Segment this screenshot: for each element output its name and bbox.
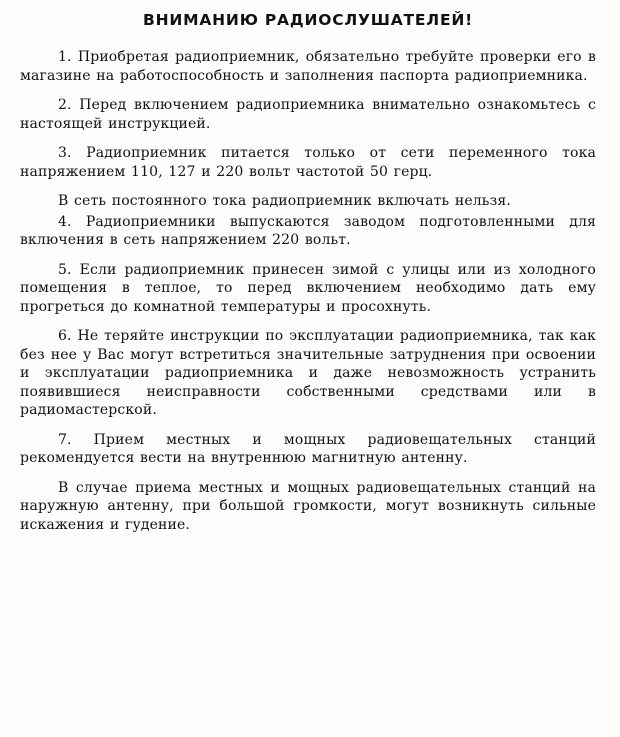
paragraph-external-antenna-warning: В случае приема местных и мощных радиовещательных станций на наружную антенну, при большой громкости, могут возникнуть сильные искажения и гудение.: [20, 479, 596, 533]
paragraph-5-warm-up: 5. Если радиоприемник принесен зимой с улицы или из холодного помещения в теплое, то перед включением необходимо дать ему прогреться до комнатной температуры и просохнуть.: [20, 261, 596, 315]
paragraph-2-read-instructions: 2. Перед включением радиоприемника внимательно ознакомьтесь с настоящей инструкцией.: [20, 97, 596, 132]
paragraph-1-purchase-check: 1. Приобретая радиоприемник, обязательно требуйте проверки его в магазине на работоспособность и заполнения паспорта радиоприемника.: [20, 49, 596, 84]
paragraph-6-keep-instructions: 6. Не теряйте инструкции по эксплуатации радиоприемника, так как без нее у Вас могут встретиться значительные затруднения при освоении и эксплуатации радиоприемника и даже невозможность устранить появившиеся неисправности собственными средствами или в радиомастерской.: [20, 328, 596, 418]
page-title: ВНИМАНИЮ РАДИОСЛУШАТЕЛЕЙ!: [142, 11, 474, 29]
paragraph-7-internal-antenna: 7. Прием местных и мощных радиовещательных станций рекомендуется вести на внутреннюю магнитную антенну.: [20, 431, 596, 466]
paragraph-3-power-supply: 3. Радиоприемник питается только от сети переменного тока напряжением 110, 127 и 220 вольт частотой 50 герц.: [20, 145, 596, 180]
paragraph-4-factory-voltage: 4. Радиоприемники выпускаются заводом подготовленными для включения в сеть напряжением 220 вольт.: [20, 213, 596, 248]
paragraph-dc-warning: В сеть постоянного тока радиоприемник включать нельзя.: [58, 193, 511, 209]
